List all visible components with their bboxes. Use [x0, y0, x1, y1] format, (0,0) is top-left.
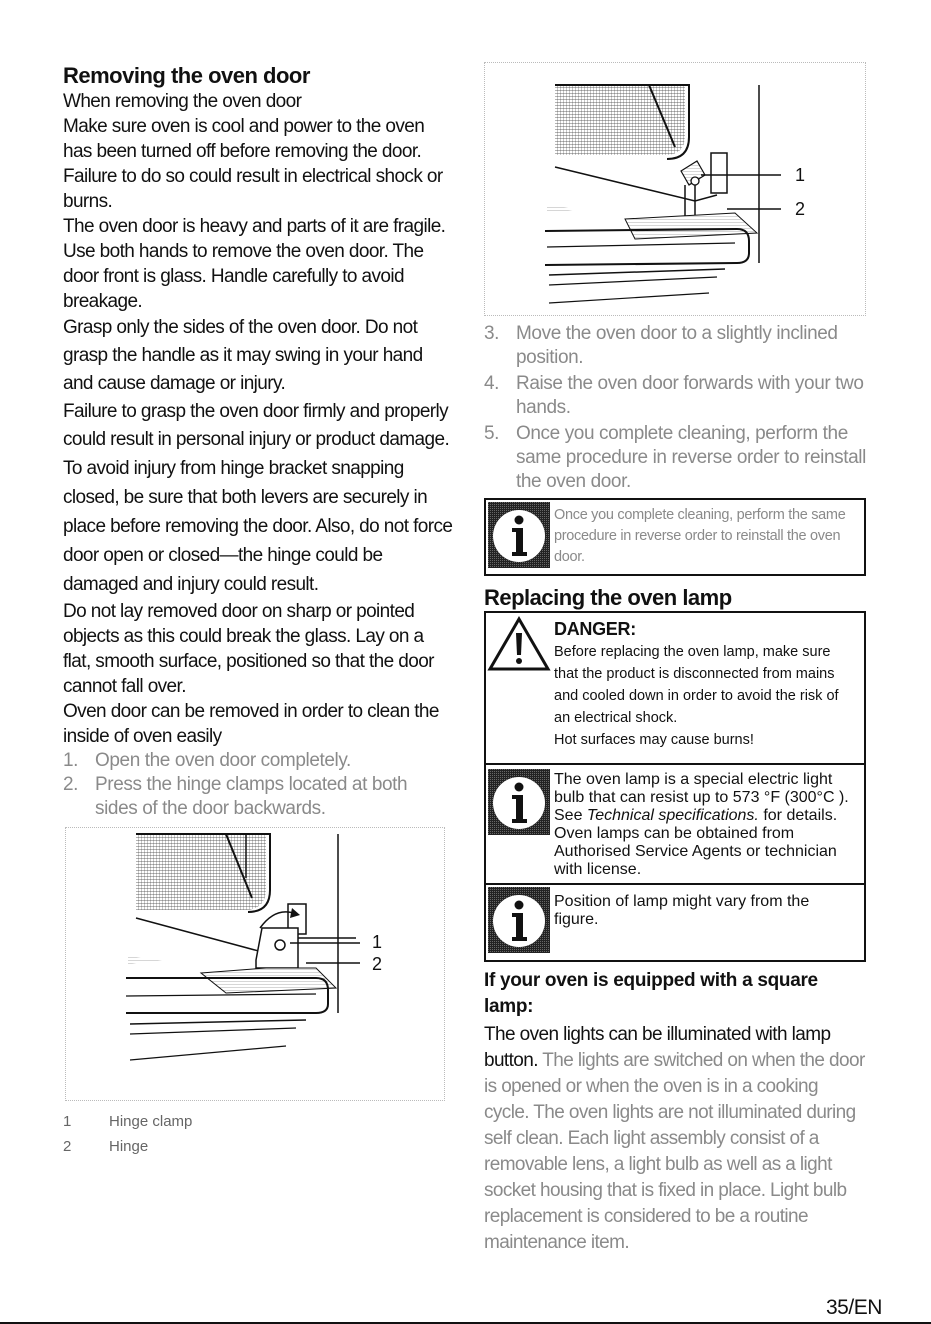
paragraph-remove-to-clean: Oven door can be removed in order to clean the inside of oven easily — [63, 701, 439, 747]
section-title-replacing-lamp: Replacing the oven lamp — [484, 585, 732, 610]
section-title-removing-door: Removing the oven door — [63, 63, 310, 88]
oven-hinge-illustration — [66, 828, 444, 1100]
list-item: 1. Open the oven door completely. — [63, 750, 351, 771]
danger-box — [486, 613, 864, 763]
paragraph-square-lamp: The oven lights can be illuminated with lamp button. The lights are switched on when the door is opened or when the oven is in a cooking cycle. The oven lights are not illuminated during self clean. Each light assembly consist of a removable lens, a light bulb as well as a light socket housing that is fixed in place. Light bulb replacement is considered to be a routine maintenance item. — [484, 1024, 865, 1253]
warning-triangle-icon — [486, 613, 552, 763]
info-icon — [486, 885, 552, 960]
lamp-notice-group — [484, 611, 866, 962]
paragraph-heavy-door: The oven door is heavy and parts of it are fragile. Use both hands to remove the oven door. The door front is glass. Handle carefully to avoid breakage. — [63, 216, 446, 312]
info-box-reinstall — [484, 498, 866, 576]
paragraph-hinge-bracket: To avoid injury from hinge bracket snapping closed, be sure that both levers are securely in place before removing the door. Also, do not force door open or closed—the hinge could be damaged and injury could result. — [63, 458, 453, 595]
danger-title: DANGER: — [554, 619, 636, 639]
left-column — [63, 62, 453, 1159]
info-icon — [486, 765, 552, 883]
info-text-reinstall: Once you complete cleaning, perform the same procedure in reverse order to reinstall the oven door. — [554, 507, 846, 565]
figure-label-2: 2 — [795, 199, 806, 219]
list-item: 3. Move the oven door to a slightly inclined position. — [484, 323, 838, 368]
legend-row: 1 Hinge clamp — [63, 1113, 193, 1130]
info-box-lamp-position — [486, 883, 864, 960]
list-item: 2. Press the hinge clamps located at both sides of the door backwards. — [63, 774, 408, 819]
paragraph-cool-power: Make sure oven is cool and power to the oven has been turned off before removing the door. Failure to do so could result in electrical shock or burns. — [63, 116, 443, 212]
section-title-square-lamp: If your oven is equipped with a square lamp: — [484, 970, 818, 1017]
figure-label-2: 2 — [372, 954, 383, 974]
figure-label-1: 1 — [372, 932, 383, 952]
list-item: 4. Raise the oven door forwards with your two hands. — [484, 373, 864, 418]
oven-hinge-illustration-2 — [485, 63, 865, 315]
steps-list-right — [484, 322, 866, 494]
door-inclined-figure — [484, 62, 866, 316]
danger-text-hot: Hot surfaces may cause burns! — [554, 732, 754, 748]
figure-label-1: 1 — [795, 165, 806, 185]
steps-list-left — [63, 749, 453, 821]
info-text-lamp-spec: The oven lamp is a special electric light bulb that can resist up to 573 °F (300°C ). See Technical specifications. for details. Oven lamps can be obtained from Authorised Service Agents or technician with license. — [554, 771, 849, 878]
figure-legend — [63, 1109, 453, 1159]
list-item: 5. Once you complete cleaning, perform the same procedure in reverse order to reinstall the oven door. — [484, 423, 866, 492]
paragraph-grasp-sides: Grasp only the sides of the oven door. Do not grasp the handle as it may swing in your hand and cause damage or injury. — [63, 317, 423, 394]
info-text-lamp-position: Position of lamp might vary from the figure. — [554, 893, 810, 928]
link-technical-specifications: Technical specifications. — [586, 807, 759, 824]
danger-text: Before replacing the oven lamp, make sure that the product is disconnected from mains and cooled down in order to avoid the risk of an electrical shock. — [554, 644, 839, 726]
page-number: 35/EN — [826, 1296, 882, 1319]
info-icon — [486, 500, 552, 574]
paragraph-lay-door: Do not lay removed door on sharp or pointed objects as this could break the glass. Lay on a flat, smooth surface, positioned so that the door cannot fall over. — [63, 601, 434, 697]
paragraph-grasp-firmly: Failure to grasp the oven door firmly and properly could result in personal injury or product damage. — [63, 401, 450, 450]
legend-row: 2 Hinge — [63, 1138, 149, 1155]
right-column — [484, 62, 866, 1256]
hinge-clamp-figure — [65, 827, 445, 1101]
danger-content — [552, 613, 864, 763]
info-box-lamp-spec — [486, 763, 864, 883]
paragraph-intro: When removing the oven door — [63, 91, 302, 112]
